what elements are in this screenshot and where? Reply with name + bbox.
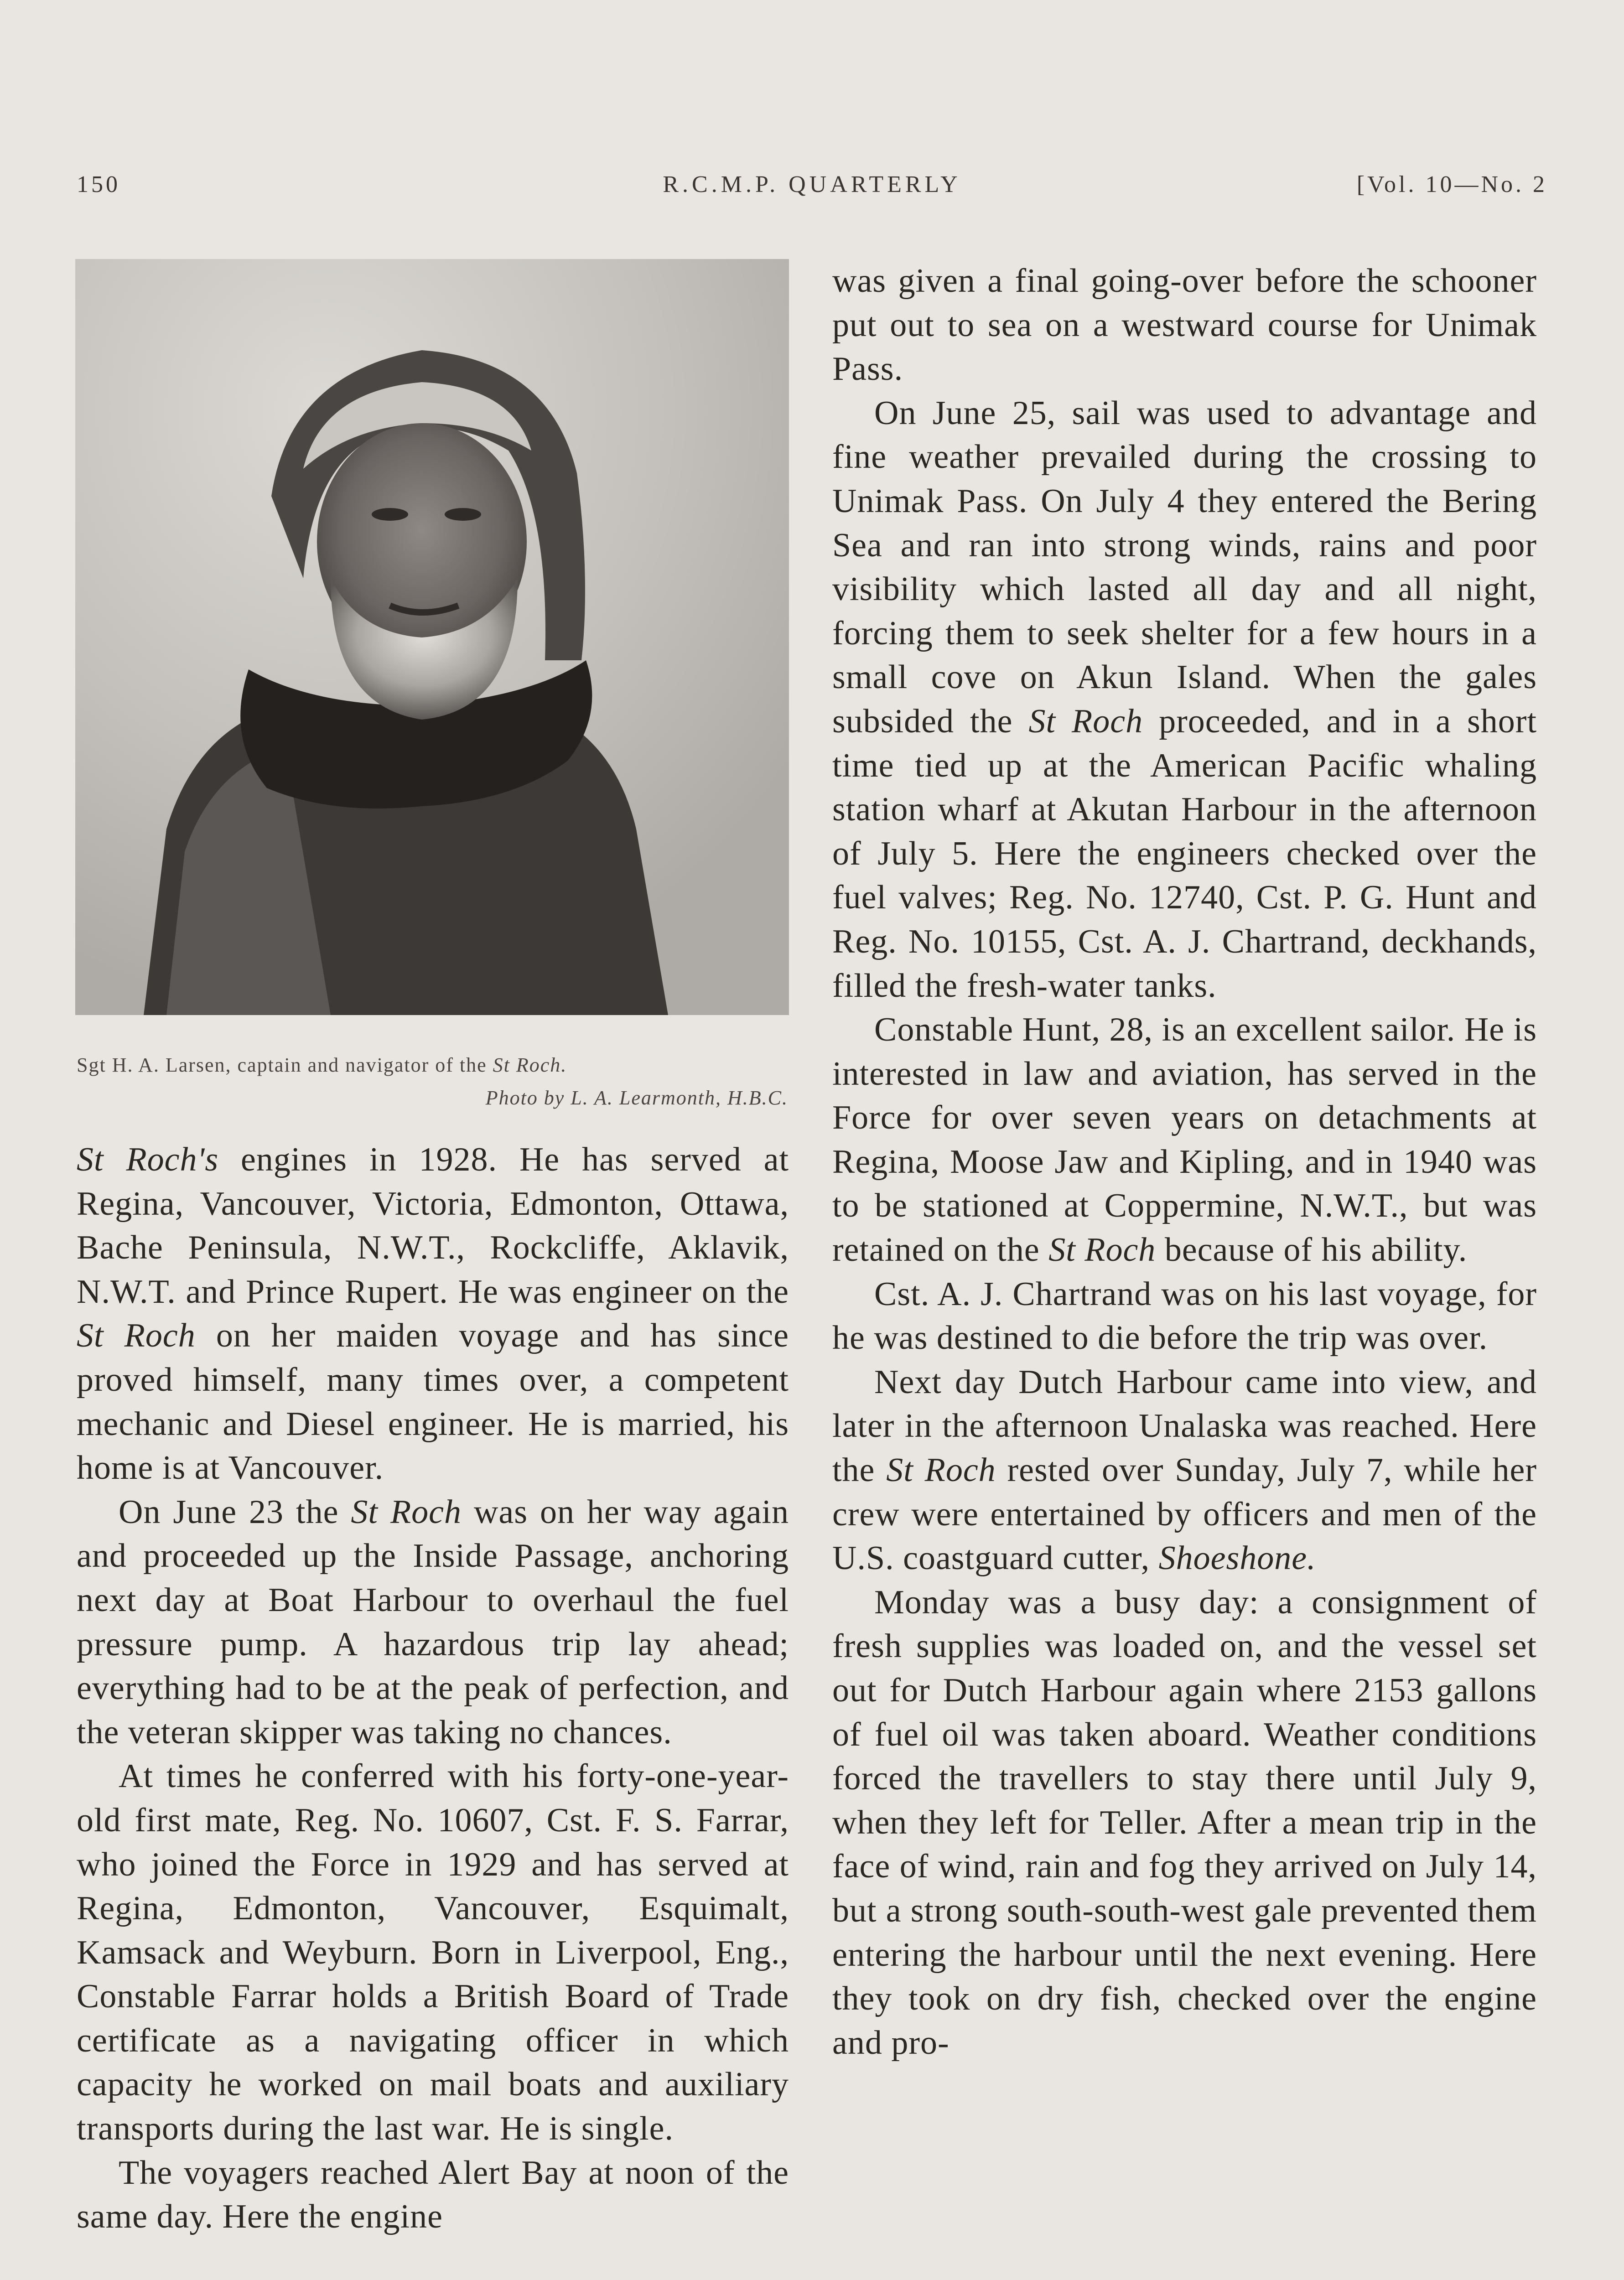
paragraph: Cst. A. J. Chartrand was on his last voyage, for he was destined to die before the trip was over. xyxy=(832,1275,1537,1357)
caption-ship: St Roch. xyxy=(493,1054,567,1076)
cutter-name: Shoeshone. xyxy=(1158,1539,1316,1577)
paragraph-text: rested over Sunday, July 7, while her crew were entertained by officers and men of the U.S. coastguard cutter, xyxy=(832,1451,1537,1577)
paragraph-text: on her maiden voyage and has since proved himself, many times over, a competent mechanic and Diesel engineer. He is married, his home is at Vancouver. xyxy=(77,1317,789,1487)
paragraph xyxy=(832,391,1537,1008)
paragraph xyxy=(832,1360,1537,1580)
paragraph-text: because of his ability. xyxy=(1156,1231,1468,1269)
paragraph: Monday was a busy day: a consignment of fresh supplies was loaded on, and the vessel set out for Dutch Harbour again where 2153 gallons of fuel oil was taken aboard. Weather conditions forced the travellers to stay there until July 9, when they left for Teller. After a mean trip in the face of wind, rain and fog they arrived on July 14, but a strong south-south-west gale prevented them entering the harbour until the next evening. Here they took on dry fish, checked over the engine and pro- xyxy=(832,1583,1537,2062)
paragraph: The voyagers reached Alert Bay at noon of the same day. Here the engine xyxy=(77,2154,789,2236)
paragraph-text: On June 25, sail was used to advantage and fine weather prevailed during the crossing to Unimak Pass. On July 4 they entered the Bering Sea and ran into strong winds, rains and poor visibility which lasted all day and all night, forcing them to seek shelter for a few hours in a small cove on Akun Island. When the gales subsided the xyxy=(832,394,1537,740)
paragraph-text: was on her way again and proceeded up the Inside Passage, anchoring next day at Boat Harbour to overhaul the fuel pressure pump. A hazardous trip lay ahead; everything had to be at the peak of perfection, and the veteran skipper was taking no chances. xyxy=(77,1493,789,1751)
journal-title: R.C.M.P. QUARTERLY xyxy=(663,171,961,197)
paragraph-text: Next day Dutch Harbour came into view, and later in the afternoon Unalaska was reached. Here the xyxy=(832,1363,1537,1489)
left-column xyxy=(77,1138,789,2239)
issue-number: [Vol. 10—No. 2 xyxy=(1356,171,1547,197)
ship-name: St Roch xyxy=(351,1493,462,1531)
paragraph xyxy=(77,1138,789,1490)
portrait-photo-icon xyxy=(75,259,789,1015)
ship-name: St Roch xyxy=(1048,1231,1156,1269)
right-column xyxy=(832,259,1537,2065)
paragraph: At times he conferred with his forty-one-year-old first mate, Reg. No. 10607, Cst. F. S. Farrar, who joined the Force in 1929 and has served at Regina, Edmonton, Vancouver, Esquimalt, Kamsack and Weyburn. Born in Liverpool, Eng., Constable Farrar holds a British Board of Trade certificate as a navigating officer in which capacity he worked on mail boats and auxiliary transports during the last war. He is single. xyxy=(77,1757,789,2148)
page-number: 150 xyxy=(77,171,120,197)
running-head xyxy=(77,171,1547,212)
photo-credit: Photo by L. A. Learmonth, H.B.C. xyxy=(485,1087,788,1109)
paragraph-text: Constable Hunt, 28, is an excellent sailor. He is interested in law and aviation, has served in the Force for over seven years on detachments at Regina, Moose Jaw and Kipling, and in 1940 was to be stationed at Coppermine, N.W.T., but was retained on the xyxy=(832,1011,1537,1269)
paragraph xyxy=(832,1008,1537,1272)
ship-name: St Roch's xyxy=(77,1141,219,1178)
ship-name: St Roch xyxy=(1028,702,1143,740)
portrait-photo xyxy=(75,259,789,1015)
ship-name: St Roch xyxy=(886,1451,996,1489)
paragraph: was given a final going-over before the schooner put out to sea on a westward course for Unimak Pass. xyxy=(832,262,1537,388)
caption-prefix: Sgt H. A. Larsen, captain and navigator of the xyxy=(77,1054,493,1076)
paragraph-text: proceeded, and in a short time tied up at the American Pacific whaling station wharf at Akutan Harbour in the afternoon of July 5. Here the engineers checked over the fuel valves; Reg. No. 12740, Cst. P. G. Hunt and Reg. No. 10155, Cst. A. J. Chartrand, deckhands, filled the fresh-water tanks. xyxy=(832,702,1537,1005)
paragraph-text: engines in 1928. He has served at Regina, Vancouver, Victoria, Edmonton, Ottawa, Bache Peninsula, N.W.T., Rockcliffe, Aklavik, N.W.T. and Prince Rupert. He was engineer on the xyxy=(77,1141,789,1311)
paragraph-text: On June 23 the xyxy=(119,1493,351,1531)
caption-line xyxy=(77,1049,788,1082)
ship-name: St Roch xyxy=(77,1317,196,1355)
photo-caption xyxy=(77,1049,788,1114)
paragraph xyxy=(77,1490,789,1755)
